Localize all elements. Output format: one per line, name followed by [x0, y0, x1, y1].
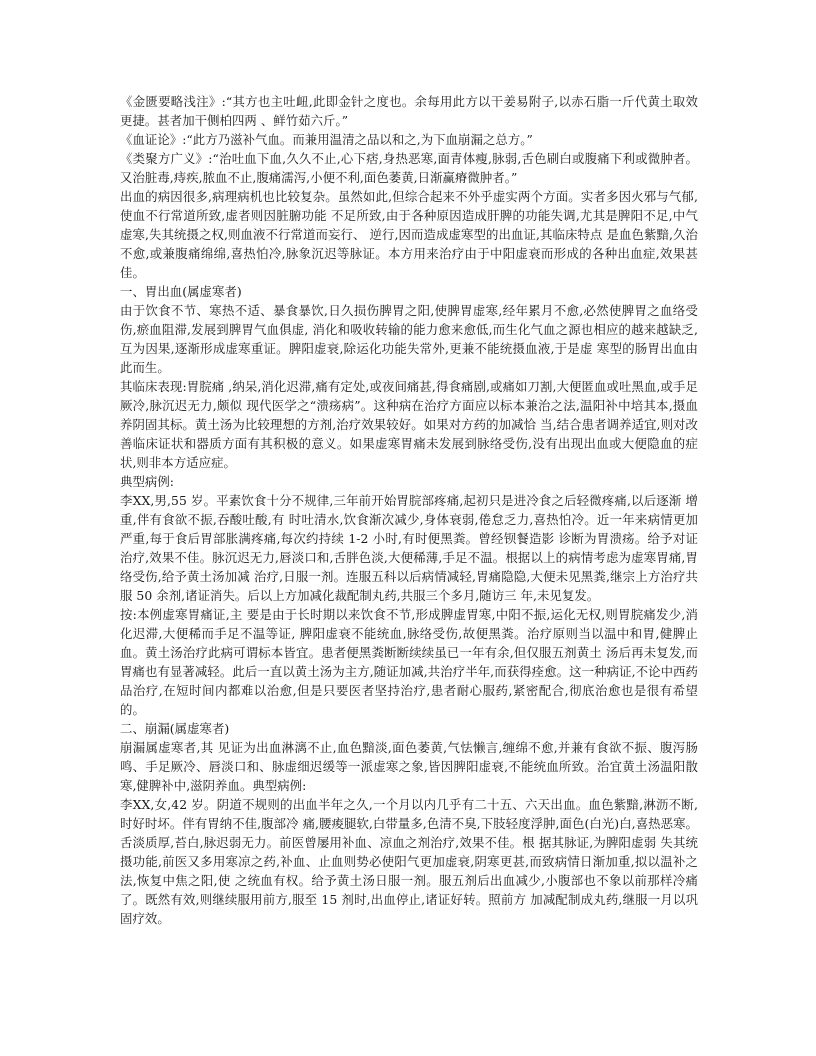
paragraph-gastric-symptoms: 其临床表现:胃脘痛 ,纳呆,消化迟滞,痛有定处,或夜间痛甚,得食痛剧,或痛如刀割,大便匿血或吐黑血,或手足厥冷,脉沉迟无力,颇似 现代医学之“溃疡病”。这种病在治疗方面应以标本兼治之法,温阳补中培其本,摄血养阴固其标。黄土汤为比较理想的方剂,治疗效果较好。如果对方药的加减恰 当,结合患者调养适宜,则对改善临床证状和器质方面有其积极的意义。如果虚寒胃痛未发展到脉络受伤,没有出现出血或大便隐血的症状,则非本方适应症。: [120, 379, 698, 470]
section-heading-metrorrhagia: 二、崩漏(属虚寒者): [120, 721, 230, 736]
paragraph-etiology: 出血的病因很多,病理病机也比较复杂。虽然如此,但综合起来不外乎虚实两个方面。实者多因火邪与气郁,使血不行常道所致,虚者则因脏腑功能 不足所致,由于各种原因造成肝脾的功能失调,尤其是脾阳不足,中气虚寒,失其统摄之权,则血液不行常道而妄行、 逆行,因而造成虚寒型的出血证,其临床特点 是血色紫黯,久治不愈,或兼腹痛绵绵,喜热怕冷,脉象沉迟等脉证。本方用来治疗由于中阳虚衰而形成的各种出血症,效果甚佳。: [120, 189, 698, 280]
quote-leijufang: 《类聚方广义》:“治吐血下血,久久不止,心下痞,身热恶寒,面青体瘦,脉弱,舌色刷白或腹痛下利或微肿者。又治脏毒,痔疾,脓血不止,腹痛濡泻,小便不利,面色萎黄,日渐赢瘠微肿者。”: [120, 151, 698, 185]
paragraph-case-1-note: 按:本例虚寒胃痛证,主 要是由于长时期以来饮食不节,形成脾虚胃寒,中阳不振,运化无权,则胃脘痛发少,消化迟滞,大便稀而手足不温等证, 脾阳虚衰不能统血,脉络受伤,故便黑粪。治疗原则当以温中和胃,健脾止血。黄土汤治疗此病可谓标本皆宜。患者便黑粪断断续续虽已一年有余,但仅服五剂黄土 汤后再未复发,而胃痛也有显著减轻。此后一直以黄土汤为主方,随证加减,共治疗半年,而获得痊愈。这一种病证,不论中西药品治疗,在短时间内都难以治愈,但是只要医者坚持治疗,患者耐心服药,紧密配合,彻底治愈也是很有希望的。: [120, 607, 698, 717]
section-heading-gastric-bleeding: 一、胃出血(属虚寒者): [120, 284, 242, 299]
paragraph-case-2: 李XX,女,42 岁。阴道不规则的出血半年之久,一个月以内几乎有二十五、六天出血。血色紫黯,淋沥不断,时好时坏。伴有胃纳不佳,腹部冷 痛,腰痠腿软,白带量多,色清不臭,下肢轻度浮肿,面色(白光)白,喜热恶寒。舌淡质厚,苔白,脉迟弱无力。前医曾屡用补血、凉血之剂治疗,效果不佳。根 据其脉证,为脾阳虚弱 失其统摄功能,前医又多用寒凉之药,补血、止血则势必使阳气更加虚衰,阴寒更甚,而致病情日渐加重,拟以温补之法,恢复中焦之阳,使 之统血有权。给予黄土汤日服一剂。服五剂后出血减少,小腹部也不象以前那样冷痛了。既然有效,则继续服用前方,服至 15 剂时,出血停止,诸证好转。照前方 加减配制成丸药,继服一月以巩固疗效。: [120, 797, 698, 926]
document-page: [120, 92, 698, 928]
quote-jingui: 《金匮要略浅注》:“其方也主吐衄,此即金针之度也。余每用此方以干姜易附子,以赤石脂一斤代黄土取效更捷。甚者加干侧柏四两 、鲜竹茹六斤。”: [120, 94, 698, 128]
paragraph-metrorrhagia-intro: 崩漏属虚寒者,其 见证为出血淋漓不止,血色黯淡,面色萎黄,气怯懒言,缠绵不愈,并兼有食欲不振、腹泻肠鸣、手足厥冷、唇淡口和、脉虚细迟缓等一派虚寒之象,皆因脾阳虚衰,不能统血所致。治宜黄土汤温阳散寒,健脾补中,滋阴养血。典型病例:: [120, 740, 698, 793]
paragraph-case-1: 李XX,男,55 岁。平素饮食十分不规律,三年前开始胃脘部疼痛,起初只是进冷食之后轻微疼痛,以后逐渐 增重,伴有食欲不振,吞酸吐酸,有 时吐清水,饮食渐次减少,身体衰弱,倦怠乏力,喜热怕冷。近一年来病情更加严重,每于食后胃部胀满疼痛,每次约持续 1-2 小时,有时便黑粪。曾经钡餐造影 诊断为胃溃疡。给予对证治疗,效果不佳。脉沉迟无力,唇淡口和,舌胖色淡,大便稀薄,手足不温。根据以上的病情考虑为虚寒胃痛,胃络受伤,给予黄土汤加减 治疗,日服一剂。连服五科以后病情减轻,胃痛隐隐,大便未见黑粪,继宗上方治疗共服 50 余剂,诸证消失。后以上方加减化裁配制丸药,共服三个多月,随访三 年,未见复发。: [120, 493, 698, 603]
paragraph-case-label: 典型病例:: [120, 474, 174, 489]
quote-xuezhenglun: 《血证论》:“此方乃滋补气血。而兼用温清之品以和之,为下血崩漏之总方。”: [120, 132, 533, 147]
paragraph-gastric-cause: 由于饮食不节、寒热不适、暴食暴饮,日久损伤脾胃之阳,使脾胃虚寒,经年累月不愈,必然使脾胃之血络受伤,瘀血阻滞,发展到脾胃气血俱虚, 消化和吸收转输的能力愈来愈低,而生化气血之源也相应的越来越缺乏,互为因果,逐渐形成虚寒重证。脾阳虚衰,除运化功能失常外,更兼不能统摄血液,于是虚 寒型的肠胃出血由此而生。: [120, 303, 698, 375]
